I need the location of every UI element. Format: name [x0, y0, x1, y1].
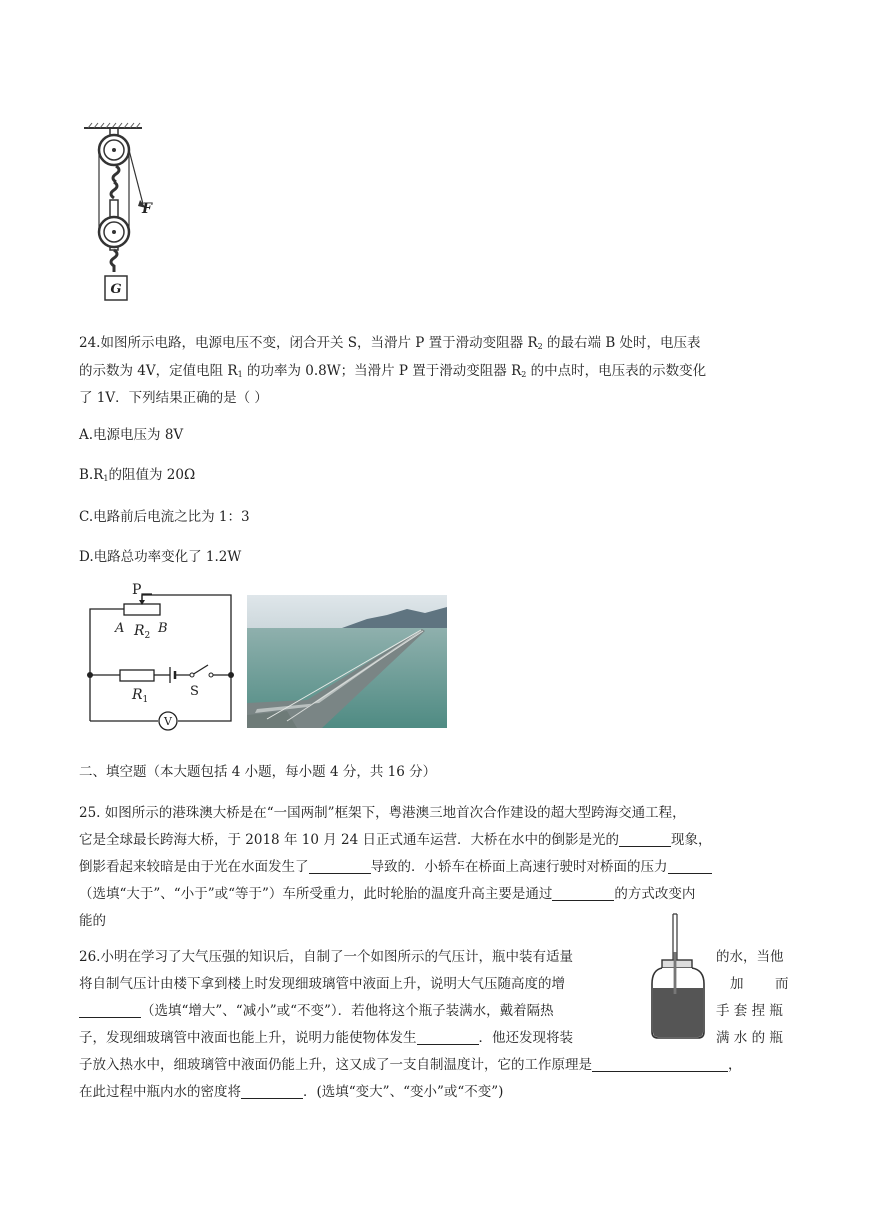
- barometer-figure: [648, 912, 708, 1040]
- circuit-label-s: S: [190, 684, 199, 699]
- circuit-label-r2: $R_2$: [134, 623, 151, 641]
- q26-line-4c: 满 水 的 瓶: [716, 1030, 783, 1046]
- q26-line-2a: 将自制气压计由楼下拿到楼上时发现细玻璃管中液面上升，说明大气压随高度的增: [79, 976, 565, 992]
- answer-blank[interactable]: [79, 1003, 141, 1018]
- section-2-heading: 二、填空题（本大题包括 4 小题，每小题 4 分，共 16 分）: [79, 764, 437, 780]
- answer-blank[interactable]: [309, 859, 371, 874]
- pulley-figure: [80, 122, 170, 304]
- circuit-label-b: B: [158, 621, 168, 636]
- q26-line-3b: 手 套 捏 瓶: [716, 1003, 783, 1019]
- q24-option-d: D.电路总功率变化了 1.2W: [79, 549, 242, 565]
- q25-line-2: 它是全球最长跨海大桥，于 2018 年 10 月 24 日正式通车运营．大桥在水中的倒影是光的 现象，: [79, 832, 712, 848]
- q26-line-1a: 26.小明在学习了大气压强的知识后，自制了一个如图所示的气压计，瓶中装有适量: [79, 949, 573, 965]
- weight-label: G: [110, 282, 122, 297]
- circuit-label-r1: $R_1$: [132, 687, 149, 705]
- q26-line-2b-1: 加: [730, 976, 744, 992]
- q26-line-4a: 子，发现细玻璃管中液面也能上升，说明力能使物体发生 ．他还发现将装: [79, 1030, 573, 1046]
- q24-stem-line-3: 了 1V．下列结果正确的是（ ）: [79, 390, 268, 406]
- q24-stem-line-1: 24.如图所示电路，电源电压不变，闭合开关 S，当滑片 P 置于滑动变阻器 $R_2$ 的最右端 B 处时，电压表: [79, 335, 701, 351]
- force-label: F: [142, 201, 152, 217]
- q25-line-1: 25. 如图所示的港珠澳大桥是在“一国两制”框架下，粤港澳三地首次合作建设的超大型跨海交通工程，: [79, 805, 686, 821]
- q26-line-2b-2: 而: [775, 976, 789, 992]
- voltmeter-label: V: [164, 715, 172, 728]
- q26-line-5: 子放入热水中，细玻璃管中液面仍能上升，这又成了一支自制温度计，它的工作原理是 ，: [79, 1057, 742, 1073]
- q24-option-b: $B.R_1$的阻值为 20Ω: [79, 467, 196, 483]
- q25-line-5: 能的: [79, 913, 106, 929]
- q26-line-6: 在此过程中瓶内水的密度将 ．(选填“变大”、“变小”或“不变”): [79, 1084, 504, 1100]
- answer-blank[interactable]: [619, 832, 671, 847]
- q25-line-3: 倒影看起来较暗是由于光在水面发生了 导致的．小轿车在桥面上高速行驶时对桥面的压力: [79, 855, 712, 875]
- circuit-diagram: [84, 583, 239, 733]
- answer-blank[interactable]: [417, 1030, 479, 1045]
- answer-blank[interactable]: [668, 859, 712, 874]
- q26-line-1b: 的水，当他: [716, 949, 784, 965]
- answer-blank[interactable]: [241, 1084, 303, 1099]
- q24-option-c: C.电路前后电流之比为 1：3: [79, 509, 250, 525]
- q24-stem-line-2: 的示数为 4V，定值电阻 $R_1$ 的功率为 0.8W；当滑片 P 置于滑动变阻器 $R_2$ 的中点时，电压表的示数变化: [79, 363, 707, 379]
- answer-blank[interactable]: [552, 886, 614, 901]
- q25-line-4: （选填“大于”、“小于”或“等于”）车所受重力，此时轮胎的温度升高主要是通过 的方式改变内: [79, 886, 696, 902]
- q24-option-a: A.电源电压为 8V: [79, 427, 184, 443]
- circuit-label-p: P: [132, 583, 142, 598]
- bridge-photo: [247, 595, 447, 728]
- circuit-label-a: A: [115, 621, 125, 636]
- answer-blank[interactable]: [592, 1057, 728, 1072]
- q26-line-3a: （选填“增大”、“减小”或“不变”）．若他将这个瓶子装满水，戴着隔热: [79, 999, 554, 1019]
